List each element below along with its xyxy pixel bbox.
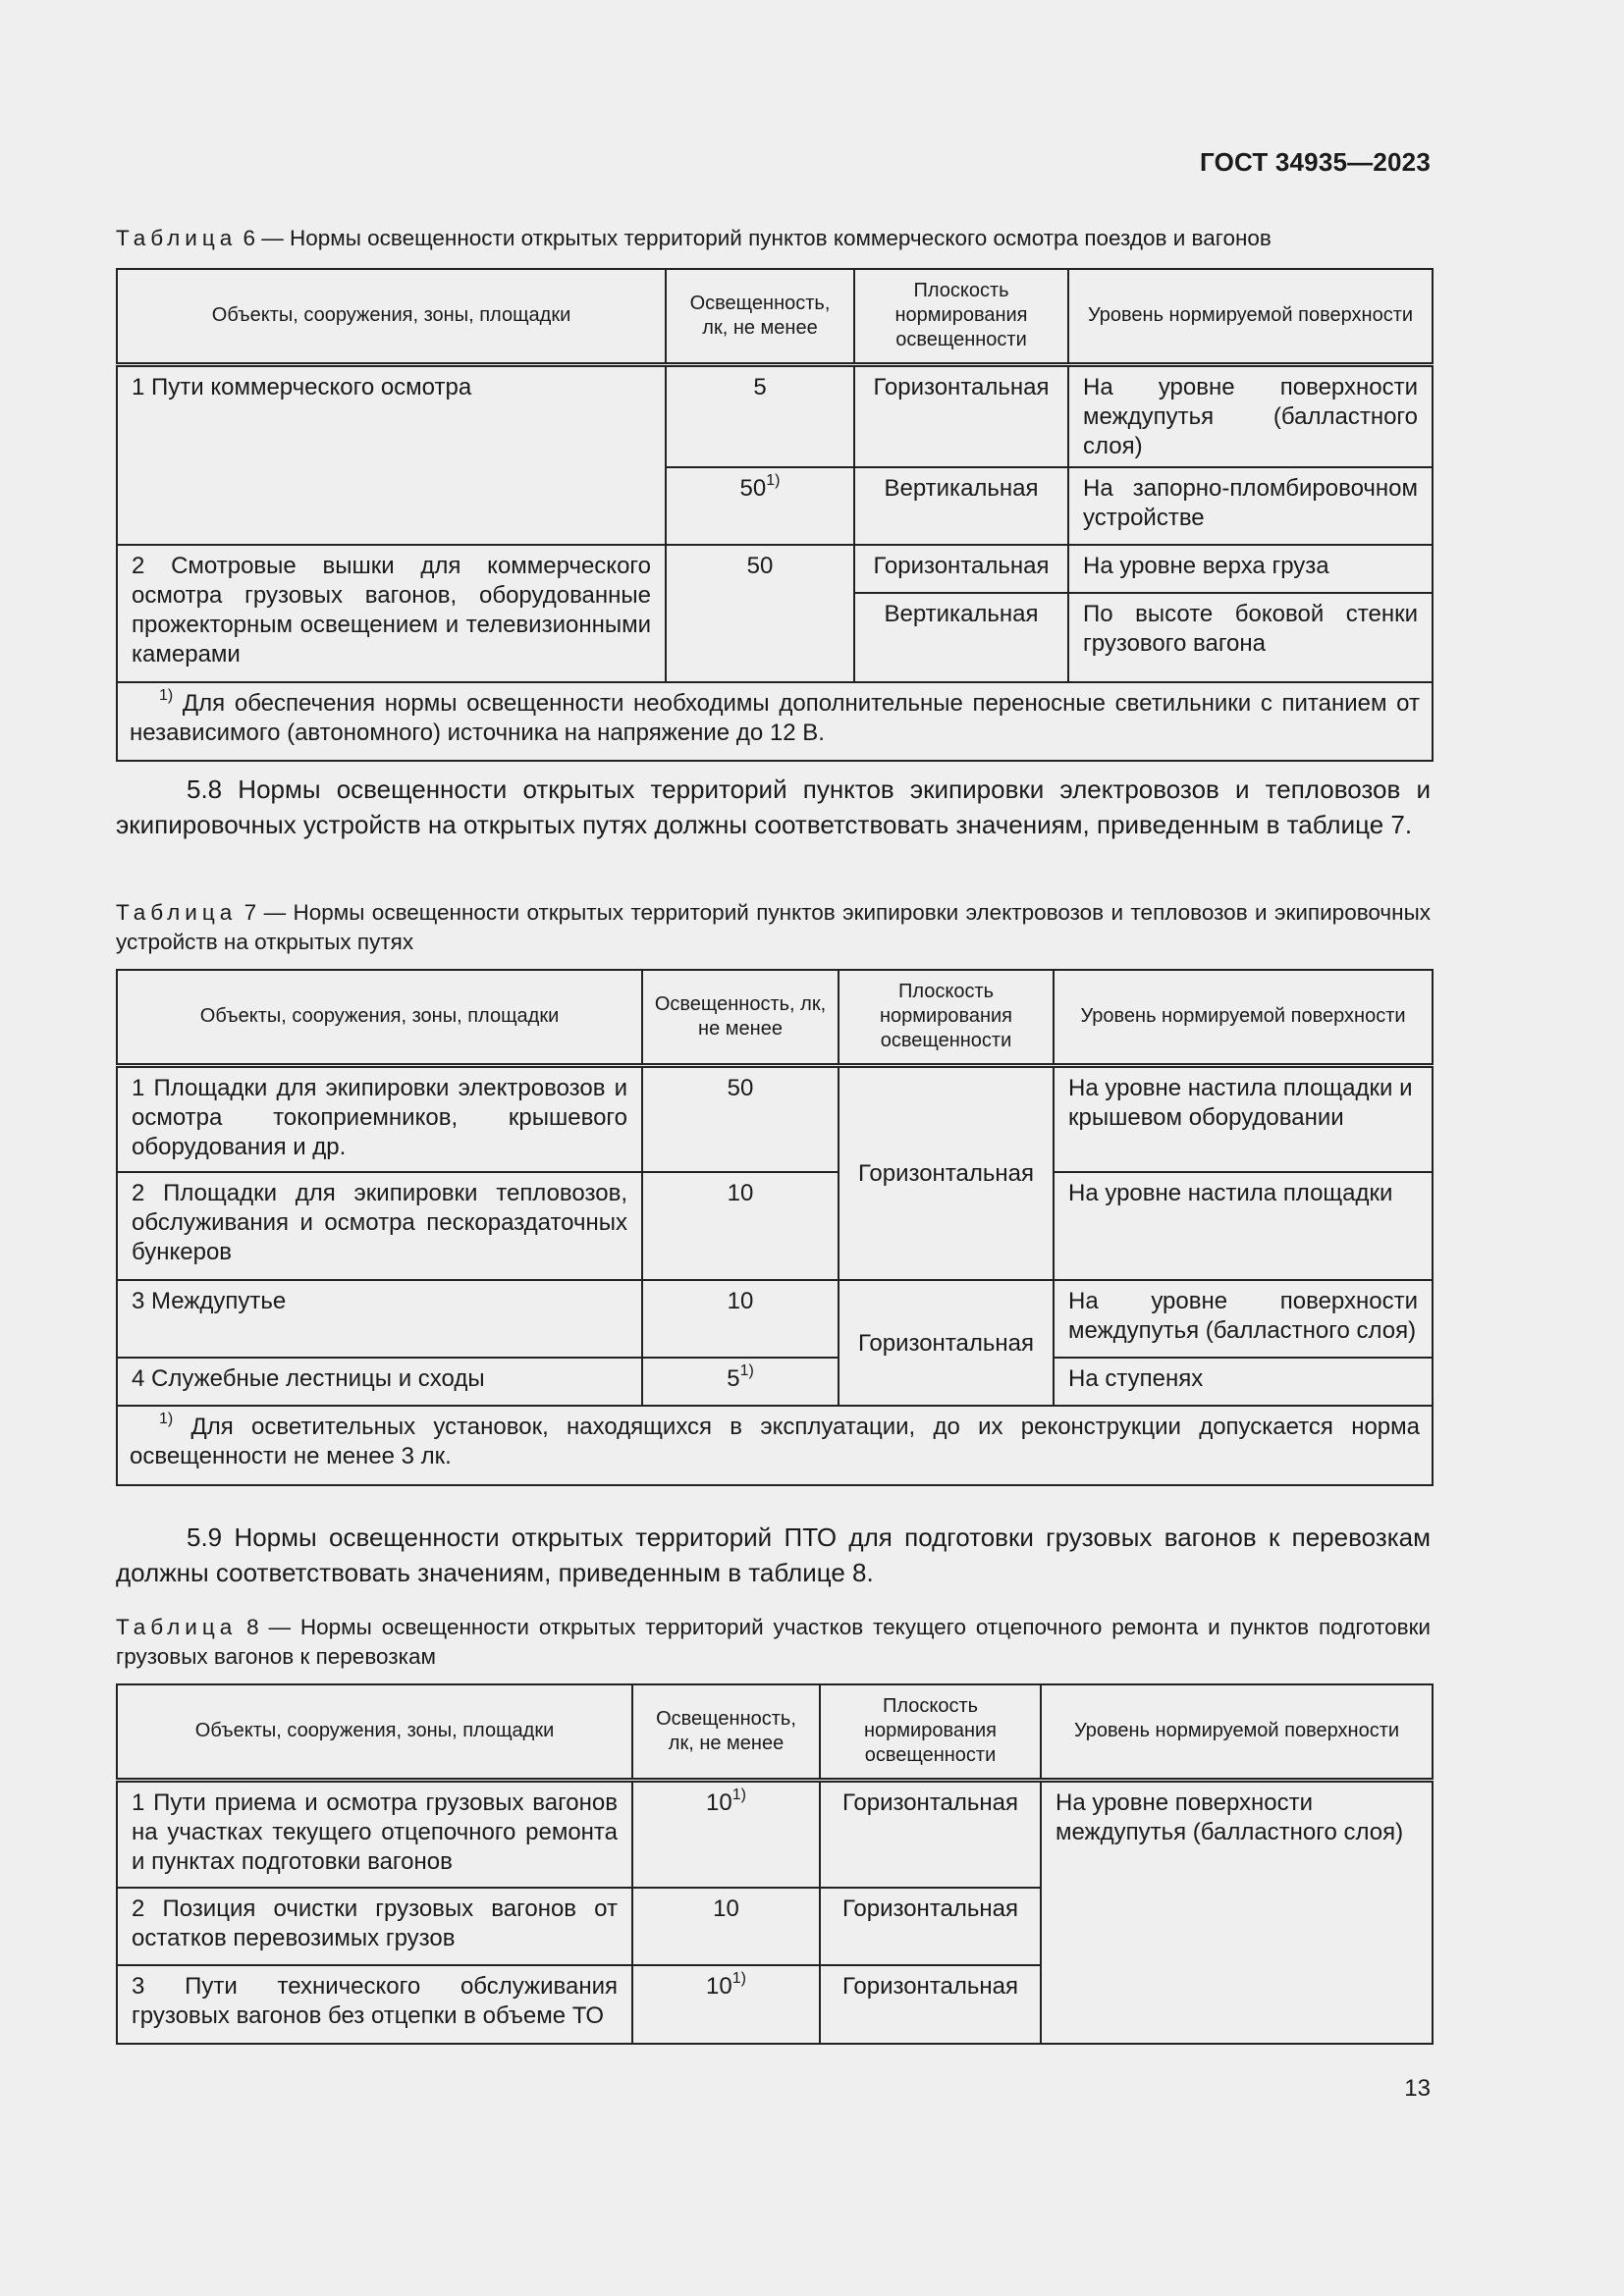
table7-row1-lux: 50: [642, 1065, 839, 1172]
table6-header-plane: Плоскость нормирования освещенности: [854, 269, 1068, 364]
table8-row1-lux-cell: [632, 1780, 820, 1888]
table7: [116, 969, 1434, 1486]
table6-row1a-level: На уровне поверхности междупутья (балластного слоя): [1068, 364, 1433, 467]
table6-row2b-plane: Вертикальная: [854, 593, 1068, 682]
table-row: [117, 1780, 1433, 1888]
table7-footnote: [117, 1406, 1433, 1485]
table7-plane-group1: Горизонтальная: [839, 1065, 1054, 1280]
table7-plane-group2: Горизонтальная: [839, 1280, 1054, 1406]
table7-row3-lux: 10: [642, 1280, 839, 1358]
table7-row1-object: 1 Площадки для экипировки электровозов и осмотра токоприемников, крышевого оборудования и др.: [117, 1065, 642, 1172]
footnote-mark: 1): [159, 1411, 174, 1427]
table6-row1b-plane: Вертикальная: [854, 467, 1068, 545]
table8-row1-plane: Горизонтальная: [820, 1780, 1041, 1888]
table7-row2-lux: 10: [642, 1172, 839, 1280]
table6-row1b-level: На запорно-пломбировочном устройстве: [1068, 467, 1433, 545]
table6-row1a-plane: Горизонтальная: [854, 364, 1068, 467]
table6-header-lux: Освещенность, лк, не менее: [666, 269, 854, 364]
table8-row3-lux-cell: [632, 1965, 820, 2044]
table8-row3-object: 3 Пути технического обслуживания грузовых вагонов без отцепки в объеме ТО: [117, 1965, 632, 2044]
footnote-mark: 1): [159, 686, 174, 704]
table8-caption-text: 8 — Нормы освещенности открытых территорий участков текущего отцепочного ремонта и пунктов подготовки грузовых вагонов к перевозкам: [116, 1615, 1431, 1669]
table6-row2a-plane: Горизонтальная: [854, 545, 1068, 593]
table6: [116, 268, 1434, 762]
table8-level: На уровне поверхности междупутья (балластного слоя): [1041, 1780, 1433, 2044]
table8-row2-object: 2 Позиция очистки грузовых вагонов от остатков перевозимых грузов: [117, 1888, 632, 1965]
footnote-mark: 1): [766, 471, 781, 489]
table6-row1a-lux: 5: [666, 364, 854, 467]
table7-caption-label: Таблица: [116, 900, 238, 925]
table8-header-level: Уровень нормируемой поверхности: [1041, 1684, 1433, 1780]
table-row: [117, 1172, 1433, 1280]
table8-row1-object: 1 Пути приема и осмотра грузовых вагонов на участках текущего отцепочного ремонта и пунктах подготовки вагонов: [117, 1780, 632, 1888]
table7-row2-object: 2 Площадки для экипировки тепловозов, обслуживания и осмотра пескораздаточных бункеров: [117, 1172, 642, 1280]
table7-caption-text: 7 — Нормы освещенности открытых территорий пунктов экипировки электровозов и тепловозов и экипировочных устройств на открытых путях: [116, 900, 1431, 954]
table7-header-objects: Объекты, сооружения, зоны, площадки: [117, 970, 642, 1065]
table6-row1-object: 1 Пути коммерческого осмотра: [117, 364, 666, 545]
table6-header-row: [117, 269, 1433, 364]
paragraph-5-8: 5.8 Нормы освещенности открытых территорий пунктов экипировки электровозов и тепловозов и экипировочных устройств на открытых путях должны соответствовать значениям, приведенным в таблице 7.: [116, 774, 1431, 839]
table6-row2a-level: На уровне верха груза: [1068, 545, 1433, 593]
table6-footnote-text: Для обеспечения нормы освещенности необходимы дополнительные переносные светильники с питанием от независимого (автономного) источника на напряжение до 12 В.: [130, 689, 1420, 746]
table7-row4-level: На ступенях: [1054, 1358, 1433, 1406]
table7-row1-level: На уровне настила площадки и крышевом оборудовании: [1054, 1065, 1433, 1172]
table8-header-lux: Освещенность, лк, не менее: [632, 1684, 820, 1780]
table8-caption-label: Таблица: [116, 1615, 238, 1639]
document-number: ГОСТ 34935—2023: [1200, 147, 1431, 177]
table6-header-level: Уровень нормируемой поверхности: [1068, 269, 1433, 364]
table8-caption: [116, 1613, 1431, 1672]
table8-row1-lux: 10: [706, 1789, 732, 1816]
table8-row3-lux: 10: [706, 1973, 732, 2000]
table7-header-lux: Освещенность, лк, не менее: [642, 970, 839, 1065]
table7-header-row: [117, 970, 1433, 1065]
footnote-mark: 1): [731, 1786, 746, 1803]
table8-header-objects: Объекты, сооружения, зоны, площадки: [117, 1684, 632, 1780]
table7-row2-level: На уровне настила площадки: [1054, 1172, 1433, 1280]
table7-footnote-text: Для осветительных установок, находящихся в эксплуатации, до их реконструкции допускается норма освещенности не менее 3 лк.: [130, 1414, 1420, 1469]
table6-row1b-lux-cell: [666, 467, 854, 545]
table7-row4-lux-cell: [642, 1358, 839, 1406]
table7-row4-object: 4 Служебные лестницы и сходы: [117, 1358, 642, 1406]
table6-row1b-lux: 50: [739, 474, 767, 502]
table7-header-plane: Плоскость нормирования освещенности: [839, 970, 1054, 1065]
table6-caption-text: 6 — Нормы освещенности открытых территорий пунктов коммерческого осмотра поездов и вагонов: [237, 226, 1272, 250]
table8-header-row: [117, 1684, 1433, 1780]
table-row: [117, 545, 1433, 593]
table7-row3-level: На уровне поверхности междупутья (балластного слоя): [1054, 1280, 1433, 1358]
table6-row2-lux: 50: [666, 545, 854, 682]
table8: [116, 1683, 1434, 2045]
table6-caption-label: Таблица: [116, 226, 238, 250]
table-row: [117, 364, 1433, 467]
table7-row3-object: 3 Междупутье: [117, 1280, 642, 1358]
paragraph-5-9: 5.9 Нормы освещенности открытых территорий ПТО для подготовки грузовых вагонов к перевозкам должны соответствовать значениям, приведенным в таблице 8.: [116, 1522, 1431, 1587]
table7-caption: [116, 898, 1431, 957]
footnote-mark: 1): [739, 1362, 754, 1379]
table6-footnote-row: [117, 682, 1433, 761]
table6-header-objects: Объекты, сооружения, зоны, площадки: [117, 269, 666, 364]
table-row: [117, 1358, 1433, 1406]
table8-row2-plane: Горизонтальная: [820, 1888, 1041, 1965]
footnote-mark: 1): [731, 1970, 746, 1987]
table-row: [117, 1065, 1433, 1172]
table7-header-level: Уровень нормируемой поверхности: [1054, 970, 1433, 1065]
table8-row2-lux: 10: [632, 1888, 820, 1965]
table6-footnote: [117, 682, 1433, 761]
table8-row3-plane: Горизонтальная: [820, 1965, 1041, 2044]
table7-row4-lux: 5: [727, 1365, 740, 1392]
table6-row2b-level: По высоте боковой стенки грузового вагона: [1068, 593, 1433, 682]
table8-header-plane: Плоскость нормирования освещенности: [820, 1684, 1041, 1780]
table-row: [117, 1280, 1433, 1358]
table6-row2-object: 2 Смотровые вышки для коммерческого осмотра грузовых вагонов, оборудованные прожекторным освещением и телевизионными камерами: [117, 545, 666, 682]
table6-caption: [116, 224, 1431, 253]
page-number: 13: [1404, 2075, 1431, 2102]
table7-footnote-row: [117, 1406, 1433, 1485]
